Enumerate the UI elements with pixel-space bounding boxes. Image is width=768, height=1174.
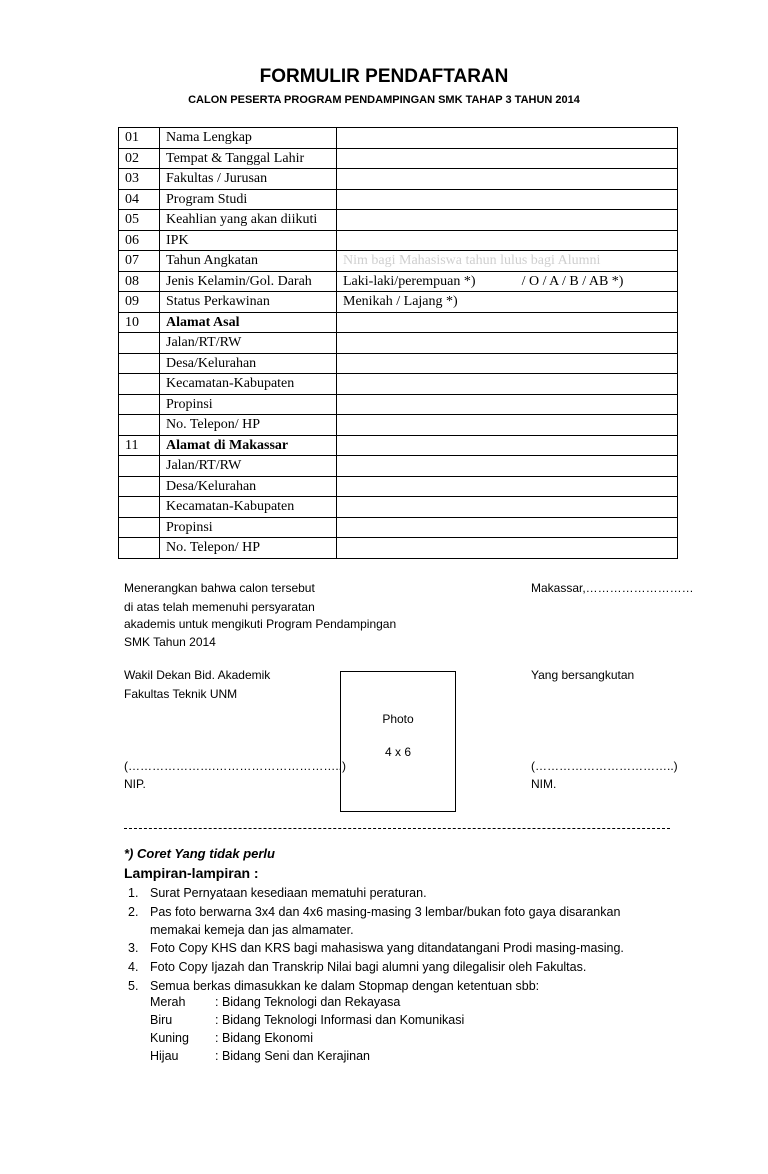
row-number bbox=[119, 394, 160, 415]
field-value-cell[interactable] bbox=[337, 251, 678, 272]
stopmap-field: : Bidang Ekonomi bbox=[215, 1031, 313, 1045]
table-row bbox=[119, 497, 678, 518]
field-value-cell[interactable] bbox=[337, 148, 678, 169]
field-value-cell[interactable] bbox=[337, 169, 678, 190]
field-label: Status Perkawinan bbox=[160, 292, 337, 313]
stopmap-field: : Bidang Teknologi Informasi dan Komunikasi bbox=[215, 1013, 465, 1027]
table-row bbox=[119, 230, 678, 251]
footnote: *) Coret Yang tidak perlu bbox=[124, 846, 275, 861]
stopmap-color: Kuning bbox=[150, 1031, 189, 1045]
list-text: Surat Pernyataan kesediaan mematuhi peraturan. bbox=[150, 886, 427, 900]
field-value-cell bbox=[337, 312, 678, 333]
row-number: 06 bbox=[119, 230, 160, 251]
table-row bbox=[119, 210, 678, 231]
table-row bbox=[119, 148, 678, 169]
field-label: Kecamatan-Kabupaten bbox=[160, 497, 337, 518]
photo-box bbox=[340, 671, 456, 812]
field-value-cell[interactable] bbox=[337, 189, 678, 210]
field-label: Propinsi bbox=[160, 394, 337, 415]
field-value-cell[interactable] bbox=[337, 517, 678, 538]
field-label: Jalan/RT/RW bbox=[160, 456, 337, 477]
table-row bbox=[119, 538, 678, 559]
list-text: Semua berkas dimasukkan ke dalam Stopmap dengan ketentuan sbb: bbox=[150, 979, 540, 993]
field-label: Keahlian yang akan diikuti bbox=[160, 210, 337, 231]
table-row bbox=[119, 394, 678, 415]
photo-label: Photo bbox=[382, 712, 414, 726]
stopmap-color: Merah bbox=[150, 995, 186, 1009]
row-number bbox=[119, 333, 160, 354]
statement-line: Menerangkan bahwa calon tersebut bbox=[124, 581, 315, 595]
table-row bbox=[119, 251, 678, 272]
field-label: Desa/Kelurahan bbox=[160, 353, 337, 374]
field-value-cell[interactable] bbox=[337, 333, 678, 354]
form-subtitle: CALON PESERTA PROGRAM PENDAMPINGAN SMK TAHAP 3 TAHUN 2014 bbox=[188, 94, 580, 106]
field-value-cell[interactable] bbox=[337, 415, 678, 436]
field-value-cell[interactable] bbox=[337, 230, 678, 251]
row-number bbox=[119, 456, 160, 477]
field-label: Jalan/RT/RW bbox=[160, 333, 337, 354]
row-number: 09 bbox=[119, 292, 160, 313]
row-number: 02 bbox=[119, 148, 160, 169]
stopmap-field: : Bidang Seni dan Kerajinan bbox=[215, 1049, 370, 1063]
gender-options: Laki-laki/perempuan *) bbox=[343, 273, 476, 289]
field-label: Program Studi bbox=[160, 189, 337, 210]
table-row bbox=[119, 292, 678, 313]
field-hint: Nim bagi Mahasiswa tahun lulus bagi Alumni bbox=[343, 253, 601, 269]
row-number bbox=[119, 538, 160, 559]
right-signature-blank: (……………………………..) bbox=[531, 759, 678, 773]
nim-label: NIM. bbox=[531, 777, 557, 791]
photo-size: 4 x 6 bbox=[384, 745, 411, 759]
row-number bbox=[119, 476, 160, 497]
field-label: Tahun Angkatan bbox=[160, 251, 337, 272]
place-date: Makassar,……………………… bbox=[531, 581, 694, 595]
stopmap-color: Biru bbox=[150, 1013, 173, 1027]
section-label: Alamat di Makassar bbox=[160, 435, 337, 456]
field-value-cell[interactable] bbox=[337, 128, 678, 149]
statement-line: di atas telah memenuhi persyaratan bbox=[124, 600, 315, 614]
field-label: Propinsi bbox=[160, 517, 337, 538]
field-label: Fakultas / Jurusan bbox=[160, 169, 337, 190]
row-number: 08 bbox=[119, 271, 160, 292]
left-signature-blank: (………………….…………………………..) bbox=[124, 759, 346, 773]
field-value-cell[interactable] bbox=[337, 374, 678, 395]
table-row bbox=[119, 169, 678, 190]
field-label: Tempat & Tanggal Lahir bbox=[160, 148, 337, 169]
row-number bbox=[119, 374, 160, 395]
table-row bbox=[119, 456, 678, 477]
attachments-heading: Lampiran-lampiran : bbox=[124, 865, 259, 881]
list-number: 3. bbox=[128, 941, 139, 955]
row-number: 01 bbox=[119, 128, 160, 149]
table-row bbox=[119, 435, 678, 456]
table-row bbox=[119, 374, 678, 395]
field-label: IPK bbox=[160, 230, 337, 251]
list-text: Foto Copy Ijazah dan Transkrip Nilai bagi alumni yang dilegalisir oleh Fakultas. bbox=[150, 960, 587, 974]
table-row bbox=[119, 128, 678, 149]
field-label: Jenis Kelamin/Gol. Darah bbox=[160, 271, 337, 292]
list-text: Pas foto berwarna 3x4 dan 4x6 masing-masing 3 lembar/bukan foto gaya disarankan bbox=[150, 905, 621, 919]
row-number: 10 bbox=[119, 312, 160, 333]
list-text: Foto Copy KHS dan KRS bagi mahasiswa yang ditandatangani Prodi masing-masing. bbox=[150, 941, 624, 955]
list-number: 1. bbox=[128, 886, 139, 900]
field-label: Desa/Kelurahan bbox=[160, 476, 337, 497]
left-signer-unit: Fakultas Teknik UNM bbox=[124, 687, 238, 701]
table-row bbox=[119, 476, 678, 497]
row-number: 07 bbox=[119, 251, 160, 272]
field-value-cell[interactable]: Menikah / Lajang *) bbox=[337, 292, 678, 313]
field-value-cell[interactable] bbox=[337, 271, 678, 292]
section-label: Alamat Asal bbox=[160, 312, 337, 333]
table-row bbox=[119, 189, 678, 210]
row-number: 04 bbox=[119, 189, 160, 210]
list-number: 4. bbox=[128, 960, 139, 974]
field-label: No. Telepon/ HP bbox=[160, 415, 337, 436]
list-number: 5. bbox=[128, 979, 139, 993]
field-value-cell[interactable] bbox=[337, 210, 678, 231]
field-value-cell[interactable] bbox=[337, 456, 678, 477]
field-label: Kecamatan-Kabupaten bbox=[160, 374, 337, 395]
left-signer-role: Wakil Dekan Bid. Akademik bbox=[124, 668, 271, 682]
row-number bbox=[119, 517, 160, 538]
separator-line bbox=[124, 828, 670, 829]
row-number bbox=[119, 353, 160, 374]
registration-table bbox=[118, 127, 678, 559]
list-text-continued: memakai kemeja dan jas almamater. bbox=[150, 923, 354, 937]
table-row bbox=[119, 271, 678, 292]
row-number: 03 bbox=[119, 169, 160, 190]
table-row bbox=[119, 333, 678, 354]
form-title: FORMULIR PENDAFTARAN bbox=[259, 66, 509, 87]
field-label: No. Telepon/ HP bbox=[160, 538, 337, 559]
field-value-cell[interactable] bbox=[337, 497, 678, 518]
table-row bbox=[119, 312, 678, 333]
row-number bbox=[119, 497, 160, 518]
row-number bbox=[119, 415, 160, 436]
field-value-cell[interactable] bbox=[337, 538, 678, 559]
table-row bbox=[119, 353, 678, 374]
list-number: 2. bbox=[128, 905, 139, 919]
row-number: 05 bbox=[119, 210, 160, 231]
table-row bbox=[119, 415, 678, 436]
field-value-cell[interactable] bbox=[337, 353, 678, 374]
field-value-cell bbox=[337, 435, 678, 456]
nip-label: NIP. bbox=[124, 777, 146, 791]
statement-line: SMK Tahun 2014 bbox=[124, 635, 216, 649]
field-value-cell[interactable] bbox=[337, 394, 678, 415]
blood-type-options: / O / A / B / AB *) bbox=[521, 273, 624, 289]
statement-line: akademis untuk mengikuti Program Pendampingan bbox=[124, 617, 397, 631]
right-signer-role: Yang bersangkutan bbox=[531, 668, 635, 682]
row-number: 11 bbox=[119, 435, 160, 456]
field-value-cell[interactable] bbox=[337, 476, 678, 497]
stopmap-color: Hijau bbox=[150, 1049, 179, 1063]
field-label: Nama Lengkap bbox=[160, 128, 337, 149]
table-row bbox=[119, 517, 678, 538]
stopmap-field: : Bidang Teknologi dan Rekayasa bbox=[215, 995, 401, 1009]
